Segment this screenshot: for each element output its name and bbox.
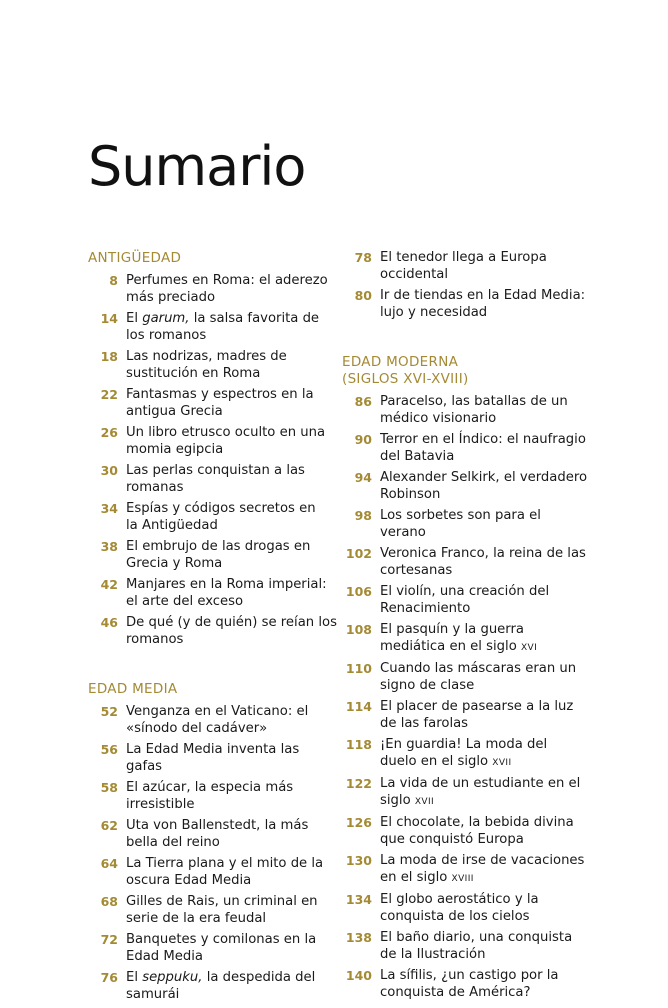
- section-heading-line: EDAD MEDIA: [88, 681, 178, 697]
- page-number: 8: [109, 273, 118, 288]
- entry-title-line: La vida de un estudiante en el: [380, 776, 581, 791]
- entry-title-line: conquista de América?: [380, 984, 531, 1000]
- entry-title-line: La Tierra plana y el mito de la: [126, 856, 324, 871]
- toc-entry[interactable]: [342, 394, 587, 427]
- section-heading: [342, 354, 587, 388]
- toc-entry[interactable]: [88, 970, 333, 1003]
- toc-entry[interactable]: [342, 930, 587, 963]
- entry-title-line: más preciado: [126, 289, 216, 305]
- entry-title-line: Uta von Ballenstedt, la más: [126, 818, 309, 833]
- entry-title-line: La Edad Media inventa las: [126, 742, 300, 757]
- entry-title-line: Las perlas conquistan a las: [126, 463, 305, 478]
- page-number: 118: [345, 737, 372, 752]
- page-number: 126: [345, 815, 372, 830]
- section-heading-line: EDAD MODERNA: [342, 354, 459, 370]
- toc-entry[interactable]: [88, 539, 333, 572]
- page-number: 26: [100, 425, 118, 440]
- entry-title-line: samurái: [126, 986, 180, 1002]
- entry-title-line: conquista de los cielos: [380, 908, 530, 924]
- section-heading-line: (SIGLOS XVI-XVIII): [342, 371, 469, 387]
- entry-title-line: momia egipcia: [126, 441, 224, 457]
- entry-title-line: de las farolas: [380, 715, 469, 731]
- page-number: 64: [100, 856, 118, 871]
- entry-title-line: la Antigüedad: [126, 517, 218, 533]
- entry-title-line: Espías y códigos secretos en: [126, 501, 316, 516]
- toc-entry[interactable]: [88, 273, 333, 306]
- page-number: 14: [100, 311, 118, 326]
- entry-title-line: Renacimiento: [380, 600, 471, 616]
- entry-title-line: Venganza en el Vaticano: el: [126, 704, 309, 719]
- toc-entry[interactable]: [342, 737, 587, 771]
- section-heading-line: ANTIGÜEDAD: [88, 250, 182, 266]
- toc-entry[interactable]: [342, 622, 587, 656]
- entry-title-line: romanas: [126, 479, 184, 495]
- entry-title-line: Fantasmas y espectros en la: [126, 387, 314, 402]
- entry-title-line: Gilles de Rais, un criminal en: [126, 894, 318, 909]
- entry-title-line: El garum, la salsa favorita de: [126, 311, 320, 326]
- page-number: 86: [354, 394, 372, 409]
- entry-title-line: Manjares en la Roma imperial:: [126, 577, 327, 592]
- entry-title-line: médico visionario: [380, 410, 497, 426]
- toc-entry[interactable]: [88, 349, 333, 382]
- entry-title-line: del Batavia: [380, 448, 455, 464]
- toc-entry[interactable]: [88, 615, 337, 648]
- page-title: Sumario: [88, 135, 306, 198]
- page-number: 76: [100, 970, 118, 985]
- page-number: 78: [354, 250, 372, 265]
- entry-title-line: verano: [380, 524, 426, 540]
- entry-title-line: La moda de irse de vacaciones: [380, 853, 585, 868]
- toc-entry[interactable]: [342, 288, 587, 321]
- entry-title-line: Edad Media: [126, 948, 203, 964]
- entry-title-line: El baño diario, una conquista: [380, 930, 573, 945]
- toc-column-right: [342, 250, 587, 1006]
- page-number: 34: [100, 501, 118, 516]
- entry-title-line: bella del reino: [126, 834, 220, 850]
- entry-title-line: «sínodo del cadáver»: [126, 720, 268, 736]
- page-number: 30: [100, 463, 118, 478]
- page-number: 58: [100, 780, 118, 795]
- entry-title-line: sustitución en Roma: [126, 365, 261, 381]
- page-number: 62: [100, 818, 118, 833]
- page-number: 134: [345, 892, 372, 907]
- entry-title-line: Paracelso, las batallas de un: [380, 394, 568, 409]
- toc-entry[interactable]: [88, 704, 333, 737]
- page-number: 52: [100, 704, 118, 719]
- entry-title-line: antigua Grecia: [126, 403, 223, 419]
- page-number: 68: [100, 894, 118, 909]
- toc-entry[interactable]: [342, 968, 587, 1001]
- page-number: 18: [100, 349, 118, 364]
- entry-title-line: Cuando las máscaras eran un: [380, 661, 577, 676]
- toc-entry[interactable]: [88, 311, 333, 344]
- entry-title-line: ¡En guardia! La moda del: [380, 737, 548, 752]
- entry-title-line: siglo XVII: [380, 792, 435, 808]
- entry-title-line: irresistible: [126, 796, 195, 812]
- entry-title-line: lujo y necesidad: [380, 304, 488, 320]
- toc-entry[interactable]: [88, 501, 333, 534]
- entry-title-line: El violín, una creación del: [380, 584, 550, 599]
- toc-entry[interactable]: [88, 856, 333, 889]
- page-number: 90: [354, 432, 372, 447]
- entry-title-line: los romanos: [126, 327, 207, 343]
- page-number: 38: [100, 539, 118, 554]
- page-number: 122: [345, 776, 372, 791]
- page-number: 130: [345, 853, 372, 868]
- entry-title-line: mediática en el siglo XVI: [380, 638, 538, 654]
- toc-entry[interactable]: [88, 932, 333, 965]
- entry-title-line: romanos: [126, 631, 184, 647]
- entry-title-line: Las nodrizas, madres de: [126, 349, 287, 364]
- toc-entry[interactable]: [88, 425, 333, 458]
- entry-title-line: La sífilis, ¿un castigo por la: [380, 968, 559, 983]
- entry-title-line: El globo aerostático y la: [380, 892, 539, 907]
- entry-title-line: Robinson: [380, 486, 441, 502]
- entry-title-line: que conquistó Europa: [380, 831, 524, 847]
- entry-title-line: El chocolate, la bebida divina: [380, 815, 574, 830]
- toc-entry[interactable]: [88, 780, 333, 813]
- entry-title-line: Un libro etrusco oculto en una: [126, 425, 326, 440]
- toc-entry[interactable]: [342, 470, 587, 503]
- toc-entry[interactable]: [342, 853, 587, 887]
- page-number: 106: [345, 584, 372, 599]
- page-number: 98: [354, 508, 372, 523]
- entry-title-line: Perfumes en Roma: el aderezo: [126, 273, 328, 288]
- toc-entry[interactable]: [88, 742, 333, 775]
- entry-title-line: oscura Edad Media: [126, 872, 252, 888]
- page-number: 138: [345, 930, 372, 945]
- entry-title-line: Veronica Franco, la reina de las: [380, 546, 586, 561]
- page-number: 110: [345, 661, 372, 676]
- toc-entry[interactable]: [342, 776, 587, 810]
- entry-title-line: signo de clase: [380, 677, 475, 693]
- section-spacer: [342, 326, 587, 354]
- entry-title-line: Ir de tiendas en la Edad Media:: [380, 288, 586, 303]
- page-number: 46: [100, 615, 118, 630]
- toc-entry[interactable]: [88, 818, 333, 851]
- toc-entry[interactable]: [88, 577, 333, 610]
- toc-entry[interactable]: [342, 432, 587, 465]
- entry-title-line: el arte del exceso: [126, 593, 244, 609]
- toc-column-left: [88, 250, 337, 1008]
- entry-title-line: gafas: [126, 758, 163, 774]
- entry-title-line: cortesanas: [380, 562, 453, 578]
- toc-entry[interactable]: [88, 894, 333, 927]
- toc-entry[interactable]: [342, 699, 587, 732]
- page-number: 108: [345, 622, 372, 637]
- entry-title-line: Los sorbetes son para el: [380, 508, 541, 523]
- toc-entry[interactable]: [342, 508, 587, 541]
- page-number: 140: [345, 968, 372, 983]
- entry-title-line: El embrujo de las drogas en: [126, 539, 311, 554]
- entry-title-line: El pasquín y la guerra: [380, 622, 524, 637]
- section-heading: [88, 681, 333, 698]
- toc-entry[interactable]: [88, 387, 333, 420]
- entry-title-line: duelo en el siglo XVII: [380, 753, 512, 769]
- page-number: 22: [100, 387, 118, 402]
- section-spacer: [88, 653, 333, 681]
- section-heading: [88, 250, 333, 267]
- page-number: 80: [354, 288, 372, 303]
- entry-title-line: Alexander Selkirk, el verdadero: [380, 470, 588, 485]
- entry-title-line: occidental: [380, 266, 448, 282]
- entry-title-line: El tenedor llega a Europa: [380, 250, 547, 265]
- page-number: 42: [100, 577, 118, 592]
- entry-title-line: De qué (y de quién) se reían los: [126, 615, 337, 630]
- entry-title-line: Terror en el Índico: el naufragio: [380, 432, 586, 447]
- toc-entry[interactable]: [342, 584, 587, 617]
- toc-entry[interactable]: [342, 661, 587, 694]
- entry-title-line: de la Ilustración: [380, 946, 486, 962]
- entry-title-line: serie de la era feudal: [126, 910, 267, 926]
- entry-title-line: en el siglo XVIII: [380, 869, 474, 885]
- entry-title-line: El placer de pasearse a la luz: [380, 699, 574, 714]
- toc-entry[interactable]: [88, 463, 333, 496]
- toc-entry[interactable]: [342, 546, 587, 579]
- entry-title-line: El seppuku, la despedida del: [126, 970, 316, 985]
- entry-title-line: Grecia y Roma: [126, 555, 223, 571]
- entry-title-line: El azúcar, la especia más: [126, 780, 294, 795]
- page-number: 56: [100, 742, 118, 757]
- entry-title-line: Banquetes y comilonas en la: [126, 932, 317, 947]
- page-number: 94: [354, 470, 372, 485]
- toc-entry[interactable]: [342, 815, 587, 848]
- toc-entry[interactable]: [342, 892, 587, 925]
- toc-entry[interactable]: [342, 250, 587, 283]
- page-number: 114: [345, 699, 372, 714]
- page-number: 72: [100, 932, 118, 947]
- page-number: 102: [345, 546, 372, 561]
